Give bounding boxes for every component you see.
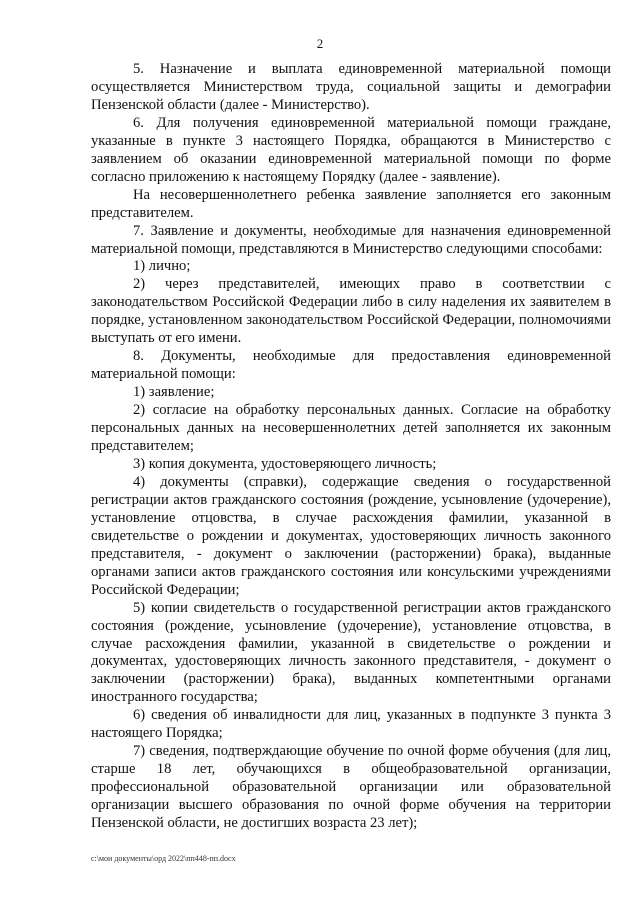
paragraph-item-6: 6. Для получения единовременной материальной помощи граждане, указанные в пункте 3 настоящего Порядка, обращаются в Министерство с заявлением об оказании единовременной материальной помощи по форме согласно приложению к настоящему Порядку (далее - заявление).: [91, 114, 611, 185]
paragraph-item-8-7: 7) сведения, подтверждающие обучение по очной форме обучения (для лиц, старше 18 лет, обучающихся в общеобразовательной организации, профессиональной образовательной организации или образовательной организации высшего образования по очной форме обучения на территории Пензенской области, не достигших возраста 23 лет);: [91, 743, 611, 832]
paragraph-item-5: 5. Назначение и выплата единовременной материальной помощи осуществляется Министерством труда, социальной защиты и демографии Пензенской области (далее - Министерство).: [91, 61, 611, 113]
paragraph-item-7: 7. Заявление и документы, необходимые для назначения единовременной материальной помощи, представляются в Министерство следующими способами:: [91, 222, 611, 257]
paragraph-item-8-6: 6) сведения об инвалидности для лиц, указанных в подпункте 3 пункта 3 настоящего Порядка;: [91, 707, 611, 742]
paragraph-item-7-1: 1) лично;: [133, 258, 191, 275]
document-body: [91, 61, 611, 833]
paragraph-minor-applicant: На несовершеннолетнего ребенка заявление заполняется его законным представителем.: [91, 186, 611, 221]
paragraph-item-8-5: 5) копии свидетельств о государственной регистрации актов гражданского состояния (рождение, усыновление (удочерение), установление отцовства, в случае расхождения фамилии, указанной в свидетельстве о рождении и документах, удостоверяющих личность законного представителя, - документ о заключении (расторжении) брака), выданных компетентными органами иностранного государства;: [91, 599, 611, 706]
paragraph-item-8-1: 1) заявление;: [133, 384, 215, 401]
footer-file-path: c:\мои документы\орд 2022\пп448-пп.docx: [91, 854, 236, 863]
paragraph-item-8-2: 2) согласие на обработку персональных данных. Согласие на обработку персональных данных на несовершеннолетних детей заполняется их законным представителем;: [91, 402, 611, 455]
paragraph-item-8: 8. Документы, необходимые для предоставления единовременной материальной помощи:: [91, 348, 611, 383]
page-number: 2: [316, 36, 324, 51]
paragraph-item-8-3: 3) копия документа, удостоверяющего личность;: [133, 455, 437, 472]
paragraph-item-7-2: 2) через представителей, имеющих право в соответствии с законодательством Российской Федерации либо в силу наделения их заявителем в порядке, установленном законодательством Российской Федерации, полномочиями выступать от его имени.: [91, 276, 611, 347]
paragraph-item-8-4: 4) документы (справки), содержащие сведения о государственной регистрации актов гражданского состояния (рождение, усыновление (удочерение), установление отцовства, в случае расхождения фамилии, указанной в свидетельстве о рождении и документах, удостоверяющих личность законного представителя, - документ о заключении (расторжении) брака), выданные органами записи актов гражданского состояния или консульскими учреждениями Российской Федерации;: [91, 473, 611, 598]
